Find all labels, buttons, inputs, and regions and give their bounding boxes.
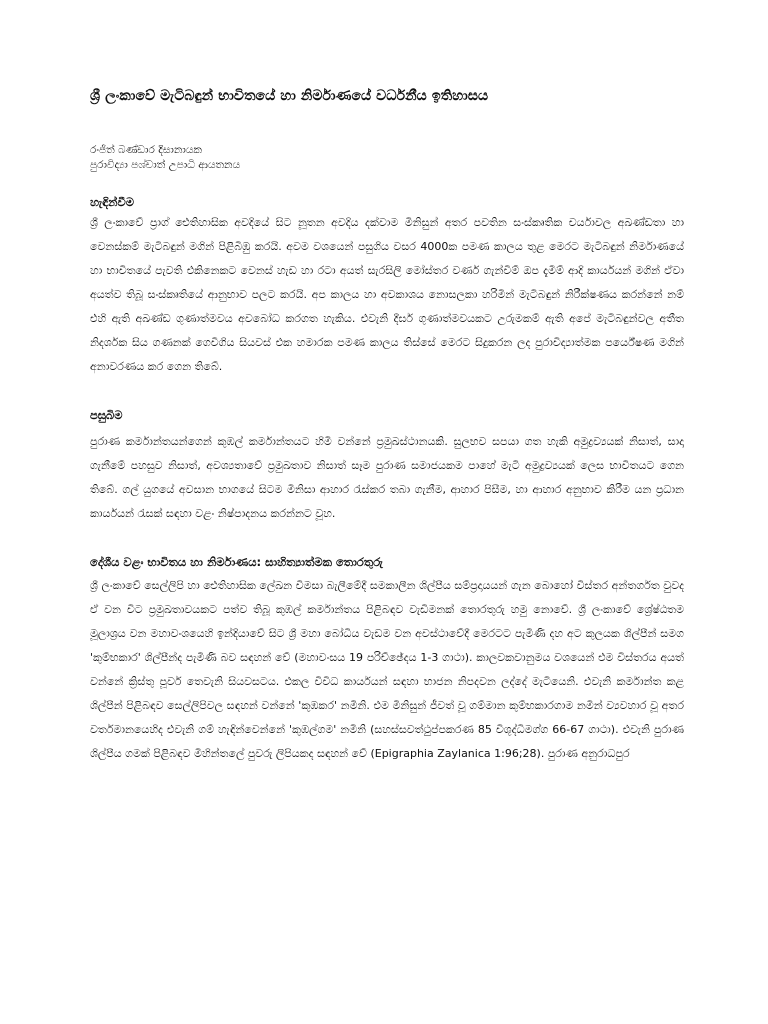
section-background (90, 406, 684, 526)
section-body: ශ්‍රී ලංකාවේ ප්‍රාග් ඓතිහාසික අවදියේ සිට නූතන අවදිය දක්වාම මිනිසුන් අතර පවතින සංස්කෘතික චර්යාවල අඛණ්ඩතා හා වෙනස්කම් මැටිබඳුන් මගින් පිළිබිඹු කරයි. අවම වශයෙන් පසුගිය වසර 4000ක පමණ කාලය තුළ මෙරට මැටිබඳුන් නිර්මාණයේ හා භාවිතයේ පැවති එකිනෙකට වෙනස් හැඩ හා රටා අයත් සැරසිලි මෝස්තර වර්ණ ගැන්වීම් ඔප දැමීම් ආදි කාර්යයන් මගින් ඒවා අයත්ව තිබූ සංස්කෘතියේ ආනුභාව පලට කරයි. අප කාලය හා අවකාශය නොසලකා හරිමින් මැටිබඳුන් නිරීක්ෂණය කරන්නේ නම් එහි ඇති අඛණ්ඩ ගුණාත්මවය අවබෝධ කරගත හැකිය. එවැනි දීර්ඝ ගුණාත්මවයකට උරුමකම් ඇති අපේ මැටිබඳුන්වල අතීත නිදර්ශක සිය ගණනක් ගෙවීගිය සියවස් එක හමාරක පමණ කාලය තිස්සේ මෙරට සිදුකරන ලද පුරාවිද්‍යාත්මක පර්යේෂණ මගින් අනාවරණය කර ගෙන තිබේ. (90, 216, 684, 373)
section-body: පුරාණ කර්මාන්තයන්ගෙන් කුඹල් කර්මාන්තයට හිමි වන්නේ ප්‍රමුඛස්ථානයකි. සුලභව සපයා ගත හැකි අමුද්‍රව්‍යයක් නිසාත්, සාදා ගැනීමේ පහසුව නිසාත්, අවශ්‍යතාවේ ප්‍රමුඛතාව නිසාත් සෑම පුරාණ සමාජයකම පාහේ මැටි අමුද්‍රව්‍යයක් ලෙස භාවිතයට ගෙන තිබේ. ගල් යුගයේ අවසාන භාගයේ සිටම මිනිසා ආහාර රැස්කර තබා ගැනීම, ආහාර පිසීම, හා ආහාර අනුභාව කිරීම යන ප්‍රධාන කාර්යයන් රැසක් සඳහා වළං නිෂ්පාදනය කරන්නට වූහ. (90, 435, 684, 520)
author-affiliation: පුරාවිද්‍යා පශ්චාත් උපාධි ආයතනය (90, 159, 241, 171)
paper-title: ශ්‍රී ලංකාවේ මැටිබඳුන් භාවිතයේ හා නිර්මාණයේ වර්ධනීය ඉතිහාසය (90, 88, 489, 104)
section-heading: පසුබිම (90, 408, 123, 422)
section-literary-evidence (90, 553, 684, 766)
section-body: ශ්‍රී ලංකාවේ සෙල්ලිපි හා ඓතිහාසික ලේඛන විමසා බැලීමේදී සමකාලීන ශිල්පීය සම්ප්‍රදායයන් ගැන බොහෝ විස්තර අන්තර්ගත වුවද ඒ වන විට ප්‍රමුඛතාවයකට පත්ව තිබූ කුඹල් කර්මාන්තය පිළිබඳව වැඩිමනක් තොරතුරු හමු නොවේ. ශ්‍රී ලංකාවේ ශ්‍රේෂ්ඨතම මූලාශ්‍රය වන මහාවංශයෙහි ඉන්දියාවේ සිට ශ්‍රී මහා බෝධිය වැඩම වන අවස්ථාවේදී මෙරටට පැමිණි දහ අට කුලයක ශිල්පීන් සමග 'කුම්භකාර' ශිල්පීන්ද පැමිණි බව සඳහන් වේ (මහාවංසය 19 පරිච්ඡේදය 1-3 ගාථා). කාලවකවානුමය වශයෙන් එම විස්තරය අයත් වන්නේ ක්‍රිස්තු පූර්ව තෙවැනි සියවසටය. එකල විවිධ කාර්යයන් සඳහා භාජන නිපදවන ලද්දේ මැටියෙනි. එවැනි කර්මාන්ත කළ ශිල්පීන් පිළිබඳව සෙල්ලිපිවල සඳහන් වන්නේ 'කුඹකර' නමිනි. එම මිනිසුන් ජීවත් වූ ගම්මාන කුම්භකාරගාම නමින් ව්‍යවහාර වූ අතර වර්තමානයෙහිද එවැනි ගම් හැඳින්වෙන්නේ 'කුඹල්ගම' නමිනි (සහස්සවත්ථුප්පකරණ 85 විශුද්ධිමග්ග 66-67 ගාථා). එවැනි පුරාණ ශිල්පීය ගමක් පිළිබඳව මිහින්තලේ පුවරු ලිපියකද සඳහන් වේ (Epigraphia Zaylanica 1:96;28). පුරාණ අනුරාධපුර (90, 579, 684, 760)
author-name: රංජිත් බණ්ඩාර දිසානායක (90, 144, 202, 156)
section-introduction (90, 193, 684, 379)
section-heading: දේශීය වළං භාවිතය හා නිර්මාණය: සාහිත්‍යාත්මක තොරතුරු (90, 555, 383, 569)
section-heading: හැඳින්වීම (90, 195, 134, 209)
